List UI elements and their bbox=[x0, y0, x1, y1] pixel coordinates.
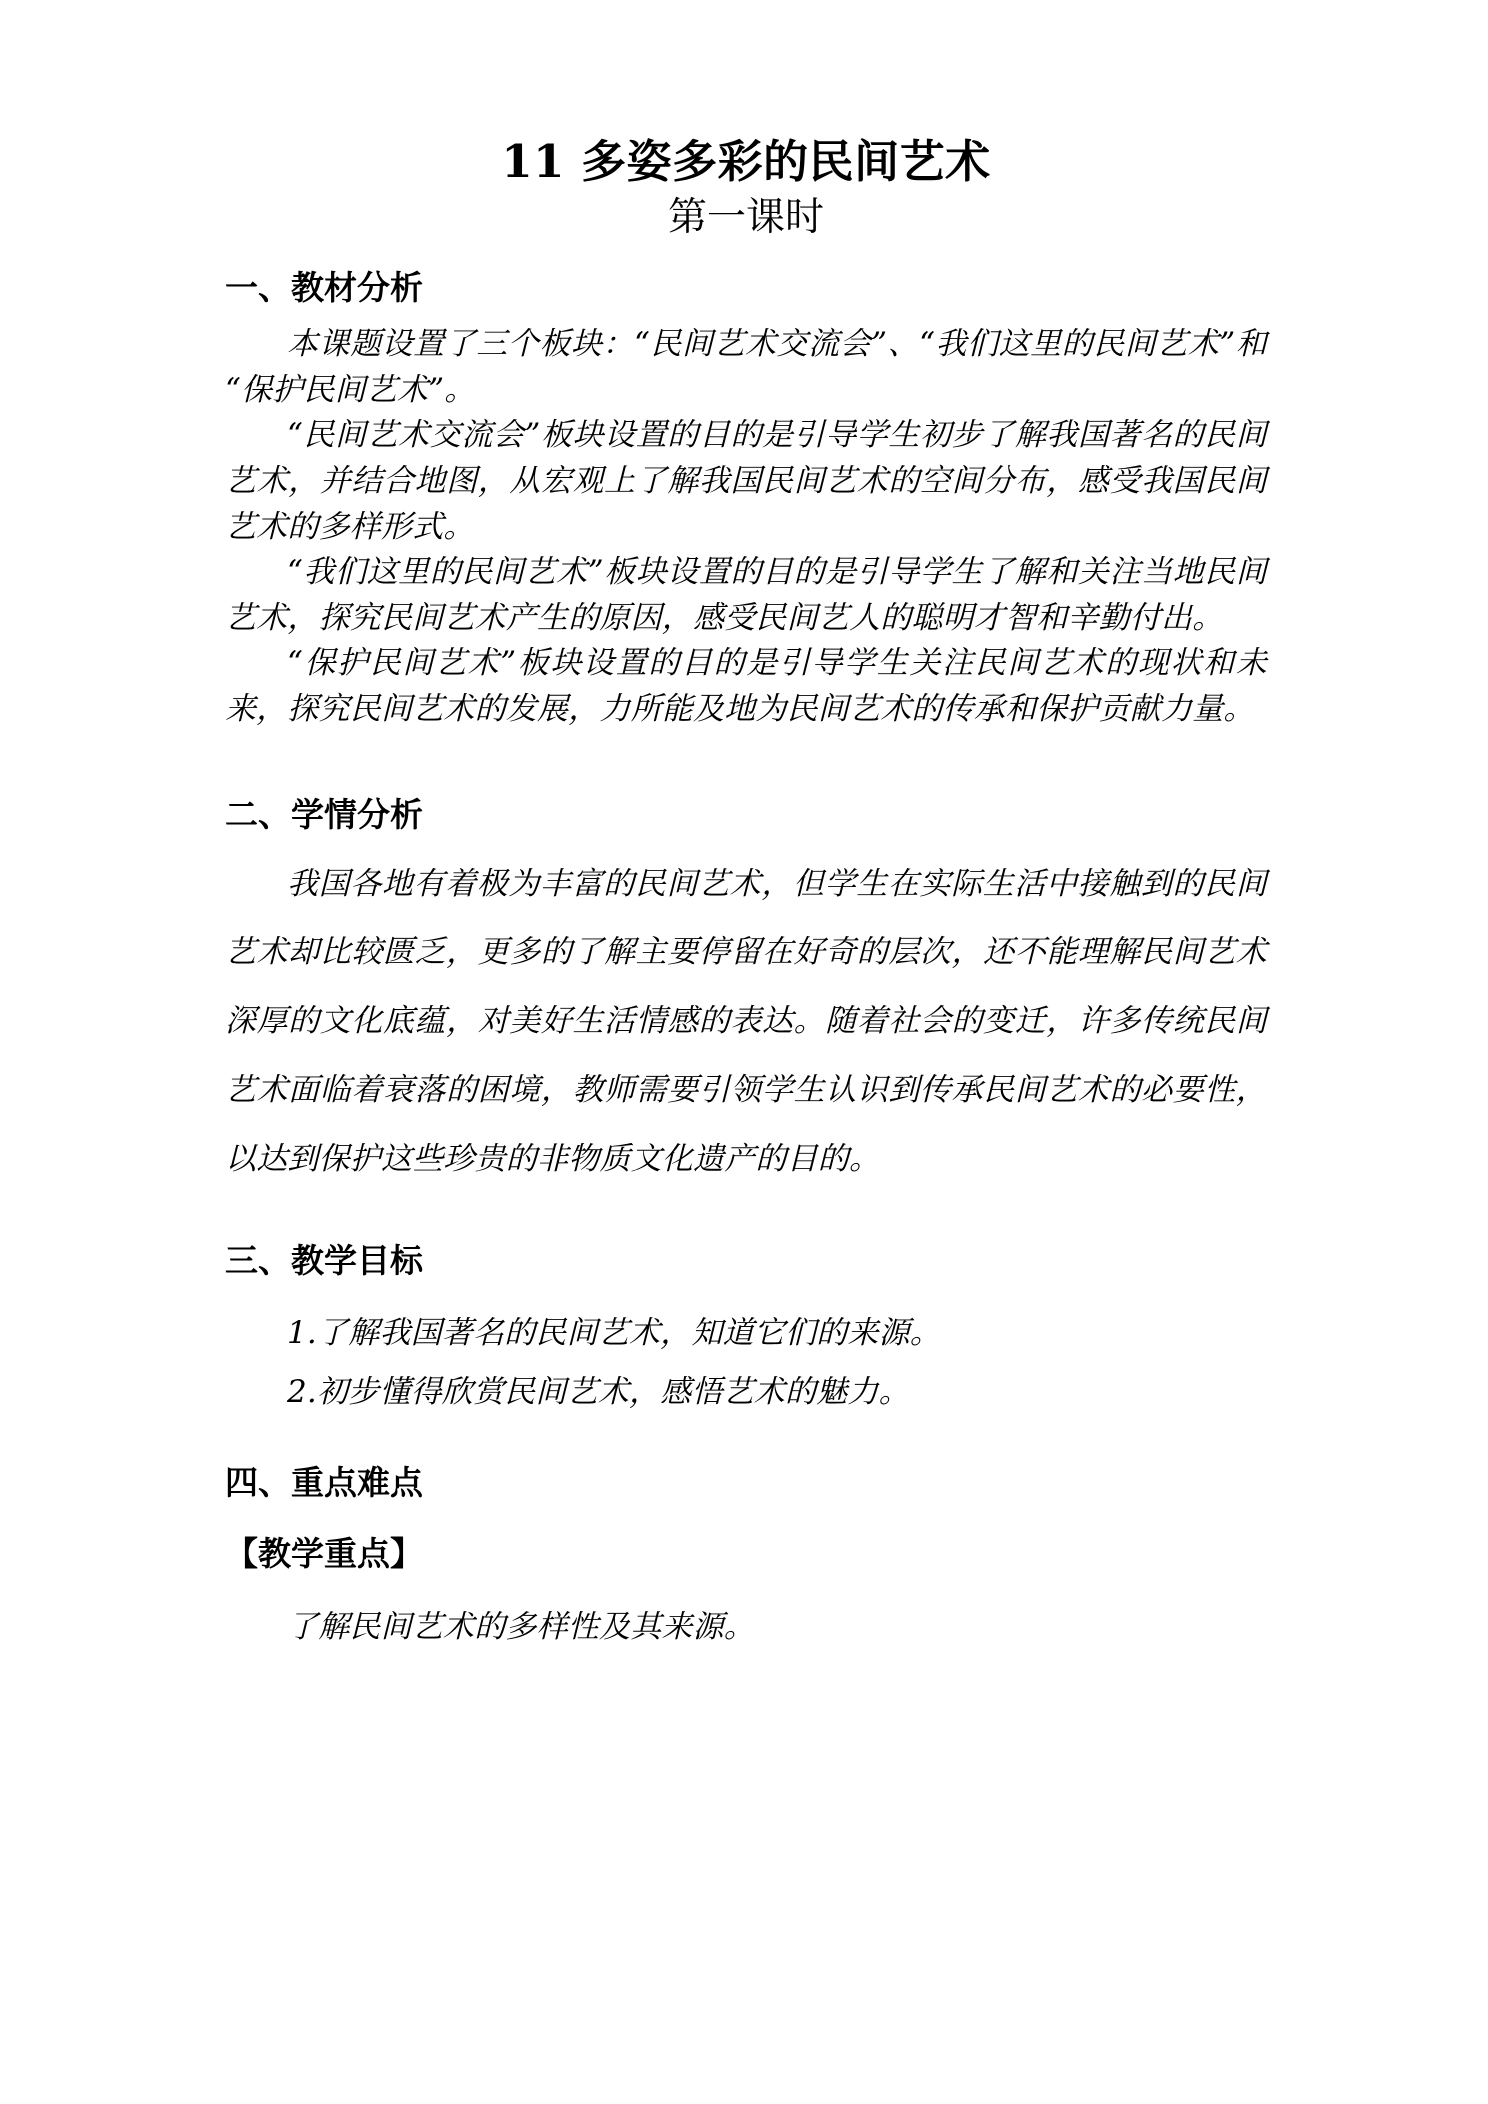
spacer bbox=[225, 1575, 1267, 1605]
section-heading-student-situation-analysis: 二、学情分析 bbox=[225, 795, 423, 835]
paragraph: “我们这里的民间艺术”板块设置的目的是引导学生了解和关注当地民间艺术，探究民间艺术产生的原因，感受民间艺人的聪明才智和辛勤付出。 bbox=[225, 554, 1267, 636]
spacer bbox=[225, 237, 1267, 267]
page-subtitle: 第一课时 bbox=[667, 195, 824, 240]
paragraph: 本课题设置了三个板块：“民间艺术交流会”、“我们这里的民间艺术”和“保护民间艺术”。 bbox=[225, 326, 1267, 408]
section-heading-teaching-material-analysis: 一、教材分析 bbox=[225, 268, 423, 307]
spacer bbox=[225, 1281, 1267, 1311]
paragraph: 了解民间艺术的多样性及其来源。 bbox=[287, 1608, 755, 1645]
spacer bbox=[225, 1503, 1267, 1533]
list-item: 2.初步懂得欣赏民间艺术，感悟艺术的魅力。 bbox=[287, 1374, 910, 1411]
spacer bbox=[225, 836, 1267, 850]
paragraph: “民间艺术交流会”板块设置的目的是引导学生初步了解我国著名的民间艺术，并结合地图，从宏观上了解我国民间艺术的空间分布，感受我国民间艺术的多样形式。 bbox=[225, 417, 1267, 545]
spacer bbox=[225, 308, 1267, 322]
spacer bbox=[225, 732, 1267, 794]
spacer bbox=[225, 1356, 1267, 1370]
page-title: 11 多姿多彩的民间艺术 bbox=[501, 135, 991, 188]
paragraph: 我国各地有着极为丰富的民间艺术，但学生在实际生活中接触到的民间艺术却比较匮乏，更多的了解主要停留在好奇的层次，还不能理解民间艺术深厚的文化底蕴，对美好生活情感的表达。随着社会的变迁，许多传统民间艺术面临着衰落的困境，教师需要引领学生认识到传承民间艺术的必要性，以达到保护这些珍贵的非物质文化遗产的目的。 bbox=[225, 865, 1267, 1177]
spacer bbox=[225, 1416, 1267, 1462]
subheading-teaching-key-points: 【教学重点】 bbox=[225, 1534, 423, 1574]
document-content bbox=[225, 0, 1267, 1650]
paragraph: “保护民间艺术”板块设置的目的是引导学生关注民间艺术的现状和未来，探究民间艺术的发展，力所能及地为民间艺术的传承和保护贡献力量。 bbox=[225, 645, 1267, 727]
spacer bbox=[225, 1194, 1267, 1240]
section-heading-teaching-objectives: 三、教学目标 bbox=[225, 1240, 423, 1280]
list-item: 1.了解我国著名的民间艺术，知道它们的来源。 bbox=[287, 1314, 941, 1351]
section-heading-key-points-and-difficulties: 四、重点难点 bbox=[225, 1463, 423, 1502]
